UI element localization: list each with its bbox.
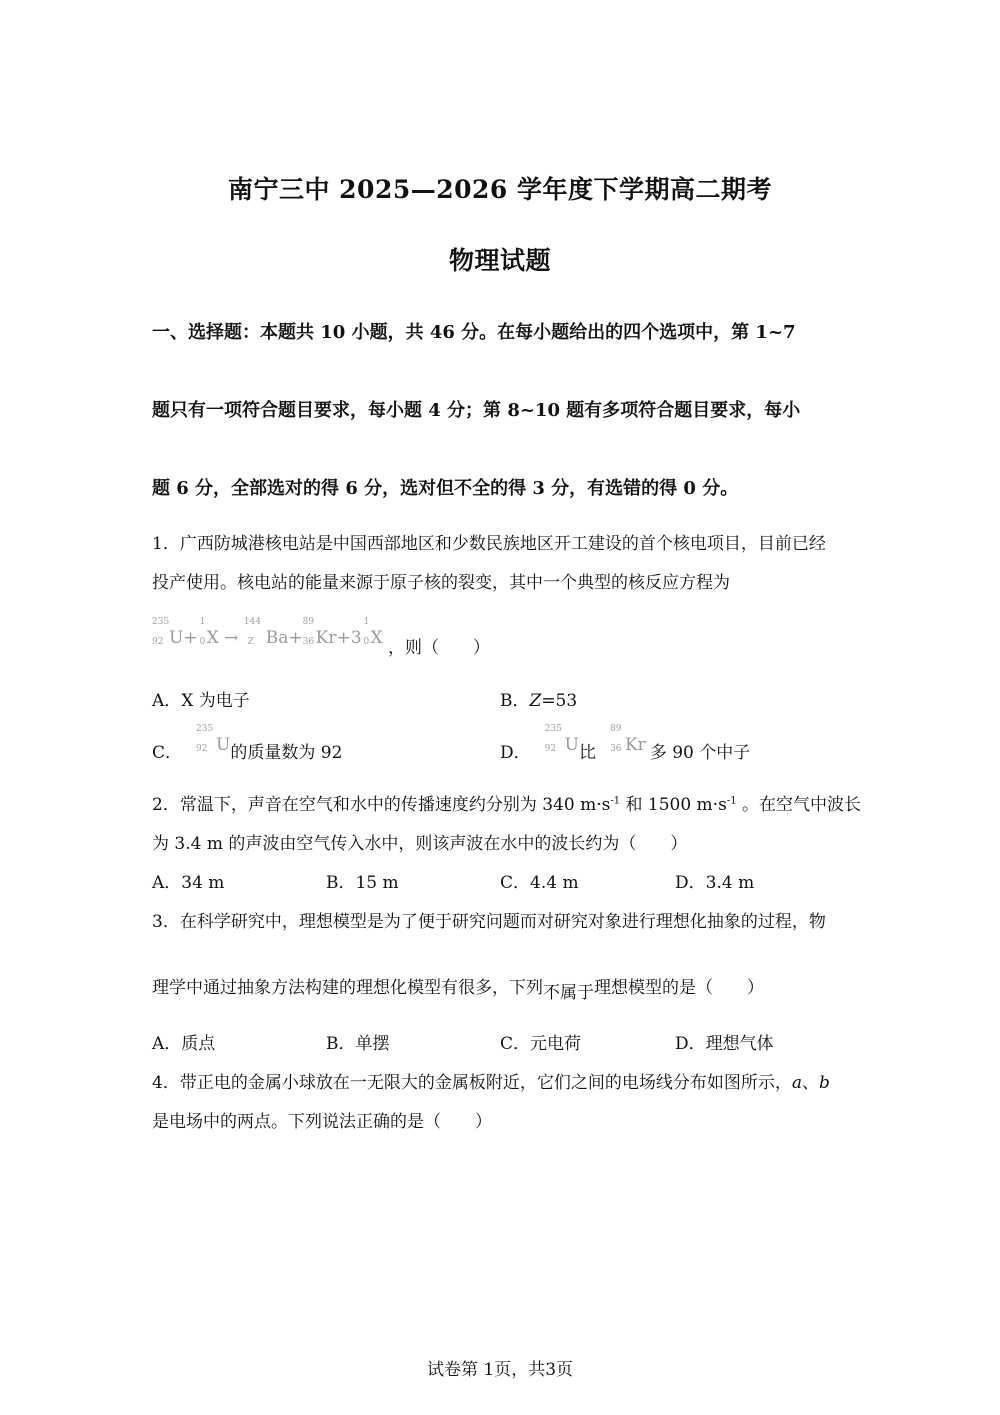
nuclide-x-reactant: 1 0 X →: [199, 617, 239, 648]
q1-option-b: B．Z=53: [500, 691, 578, 711]
q2-option-d: D．3.4 m: [675, 873, 755, 893]
exam-title: 南宁三中 2025—2026 学年度下学期高二期考: [227, 175, 773, 204]
q1-stem-line2: 投产使用。核电站的能量来源于原子核的裂变，其中一个典型的核反应方程为: [152, 573, 730, 593]
q1-option-c: C． 235 92 U的质量数为 92: [152, 724, 343, 763]
q2-option-b: B．15 m: [326, 873, 399, 893]
q2-option-a: A．34 m: [152, 873, 225, 893]
page-footer: 试卷第 1页，共3页: [426, 1360, 574, 1380]
q2-stem-line1: 2．常温下，声音在空气和水中的传播速度约分别为 340 $m\cdot s^{-1}$ 和 1500 $m\cdot s^{-1}$ 。在空气中波长: [152, 795, 861, 815]
q4-stem-line1: 4．带正电的金属小球放在一无限大的金属板附近，它们之间的电场线分布如图所示，a、b: [152, 1073, 830, 1093]
q2-stem-line2: 为 3.4 m 的声波由空气传入水中，则该声波在水中的波长约为（ ）: [152, 834, 688, 854]
q2-option-c: C．4.4 m: [500, 873, 579, 893]
q4-stem-line2: 是电场中的两点。下列说法正确的是（ ）: [152, 1112, 492, 1132]
q3-emphasis: 不属于: [543, 983, 594, 1003]
nuclide-kr89: 89 36 Kr+3: [302, 617, 362, 648]
q1-option-a: A．X 为电子: [152, 691, 250, 711]
section-instructions-line1: 一、选择题：本题共 10 小题，共 46 分。在每小题给出的四个选项中，第 1~7: [152, 322, 796, 343]
nuclide-u235: 235 92 U+: [152, 617, 198, 648]
q3-stem-line2: 理学中通过抽象方法构建的理想化模型有很多，下列不属于理想模型的是（ ）: [152, 978, 764, 1003]
q1-option-d: D． 235 92 U比 89 36 Kr 多 90 个中子: [500, 724, 751, 763]
nuclide-u235-c: 235 92 U: [196, 724, 231, 755]
q1-stem-tail: ，则（ ）: [388, 638, 491, 658]
q3-stem-line1: 3．在科学研究中，理想模型是为了便于研究问题而对研究对象进行理想化抽象的过程，物: [152, 912, 826, 932]
q1-stem-line1: 1．广西防城港核电站是中国西部地区和少数民族地区开工建设的首个核电项目，目前已经: [152, 534, 826, 554]
section-instructions-line3: 题 6 分，全部选对的得 6 分，选对但不全的得 3 分，有选错的得 0 分。: [152, 478, 739, 499]
nuclide-kr89-d: 89 36 Kr: [609, 724, 646, 755]
section-instructions-line2: 题只有一项符合题目要求，每小题 4 分；第 8~10 题有多项符合题目要求，每小: [152, 400, 801, 421]
exam-subtitle: 物理试题: [448, 246, 551, 275]
q3-option-b: B．单摆: [326, 1034, 390, 1054]
q3-option-d: D．理想气体: [675, 1034, 774, 1054]
nuclide-ba144: 144 Z Ba+: [243, 617, 303, 648]
nuclide-u235-d: 235 92 U: [544, 724, 579, 755]
q3-option-a: A．质点: [152, 1034, 216, 1054]
q3-option-c: C．元电荷: [500, 1034, 582, 1054]
nuclide-x-product: 1 0 X: [363, 617, 383, 648]
q1-equation: [152, 617, 491, 658]
